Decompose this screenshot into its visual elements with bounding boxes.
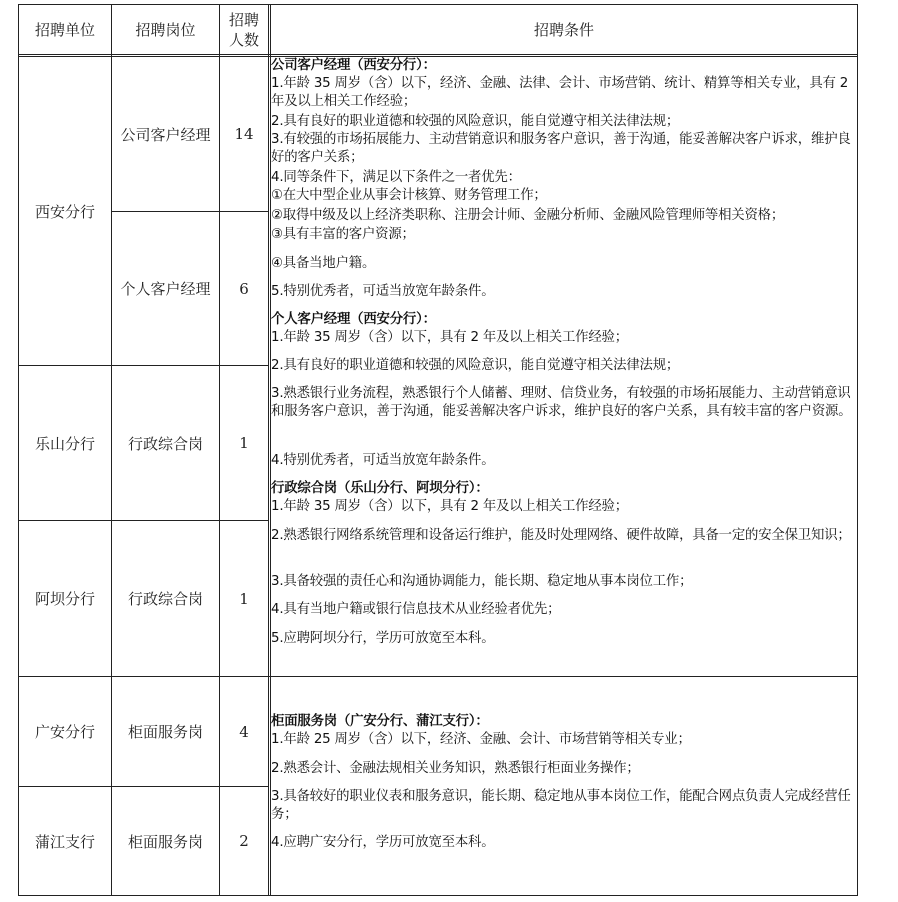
count-cell: 1 [239,589,249,608]
requirement-item: 2.熟悉银行网络系统管理和设备运行维护，能及时处理网络、硬件故障，具备一定的安全保卫知识； [271,528,851,543]
requirement-item: 1.年龄 25 周岁（含）以下，经济、金融、会计、市场营销等相关专业； [271,732,691,747]
position-cell: 公司客户经理 [120,125,211,144]
requirement-item: ④具备当地户籍。 [271,256,376,271]
unit-cell: 阿坝分行 [34,590,95,608]
requirement-title: 个人客户经理（西安分行）： [271,312,436,327]
header-divider [18,54,858,55]
position-cell: 行政综合岗 [127,590,203,608]
header-count-line2: 人数 [228,30,259,49]
requirement-item: 5.应聘阿坝分行，学历可放宽至本科。 [271,631,495,646]
requirement-item: 4.特别优秀者，可适当放宽年龄条件。 [271,453,495,468]
requirement-item: ③具有丰富的客户资源； [271,227,415,242]
unit-cell: 西安分行 [34,202,95,221]
position-cell: 柜面服务岗 [127,723,203,741]
count-cell: 14 [234,125,254,143]
requirement-item: 5.特别优秀者，可适当放宽年龄条件。 [271,284,495,299]
requirement-item: 3.具备较好的职业仪表和服务意识，能长期、稳定地从事本岗位工作，能配合网点负责人完成经营任务； [271,789,851,822]
requirement-title: 柜面服务岗（广安分行、蒲江支行）： [271,714,489,729]
requirement-item: ①在大中型企业从事会计核算、财务管理工作； [271,188,547,203]
table-border-bottom [18,895,858,896]
requirement-title: 行政综合岗（乐山分行、阿坝分行）： [271,481,489,496]
unit-cell: 广安分行 [34,723,95,741]
requirement-item: 1.年龄 35 周岁（含）以下，具有 2 年及以上相关工作经验； [271,330,628,345]
position-cell: 柜面服务岗 [127,832,203,851]
requirement-item: 4.同等条件下，满足以下条件之一者优先： [271,170,521,185]
requirement-title: 公司客户经理（西安分行）： [271,58,436,73]
requirement-item: 4.应聘广安分行，学历可放宽至本科。 [271,835,495,850]
requirement-item: 2.具有良好的职业道德和较强的风险意识，能自觉遵守相关法律法规； [271,114,680,129]
count-cell: 2 [239,832,249,850]
header-position: 招聘岗位 [135,21,196,39]
requirement-item: 3.有较强的市场拓展能力、主动营销意识和服务客户意识，善于沟通，能妥善解决客户诉求，维护良好的客户关系； [271,132,851,165]
count-cell: 4 [239,722,249,741]
header-conditions: 招聘条件 [533,21,594,39]
requirement-item: 1.年龄 35 周岁（含）以下，具有 2 年及以上相关工作经验； [271,499,628,514]
requirement-item: 4.具有当地户籍或银行信息技术从业经验者优先； [271,602,561,617]
requirement-item: 1.年龄 35 周岁（含）以下，经济、金融、法律、会计、市场营销、统计、精算等相关专业，具有 2 年及以上相关工作经验； [271,76,849,109]
header-count-line1: 招聘 [228,10,259,29]
requirement-item: ②取得中级及以上经济类职称、注册会计师、金融分析师、金融风险管理师等相关资格； [271,208,785,223]
count-cell: 1 [239,434,249,452]
requirement-item: 2.具有良好的职业道德和较强的风险意识，能自觉遵守相关法律法规； [271,358,680,373]
position-cell: 行政综合岗 [127,434,203,453]
header-unit: 招聘单位 [34,21,95,39]
unit-cell: 蒲江支行 [34,832,95,851]
requirement-item: 2.熟悉会计、金融法规相关业务知识，熟悉银行柜面业务操作； [271,761,640,776]
unit-cell: 乐山分行 [34,434,95,453]
requirement-item: 3.具备较强的责任心和沟通协调能力，能长期、稳定地从事本岗位工作； [271,574,693,589]
requirement-item: 3.熟悉银行业务流程，熟悉银行个人储蓄、理财、信贷业务，有较强的市场拓展能力、主动营销意识和服务客户意识，善于沟通，能妥善解决客户诉求，维护良好的客户关系，具有较丰富的客户资源。 [271,386,852,419]
column-divider [268,4,269,896]
position-cell: 个人客户经理 [120,280,211,298]
count-cell: 6 [239,279,249,298]
header-count [220,5,268,54]
